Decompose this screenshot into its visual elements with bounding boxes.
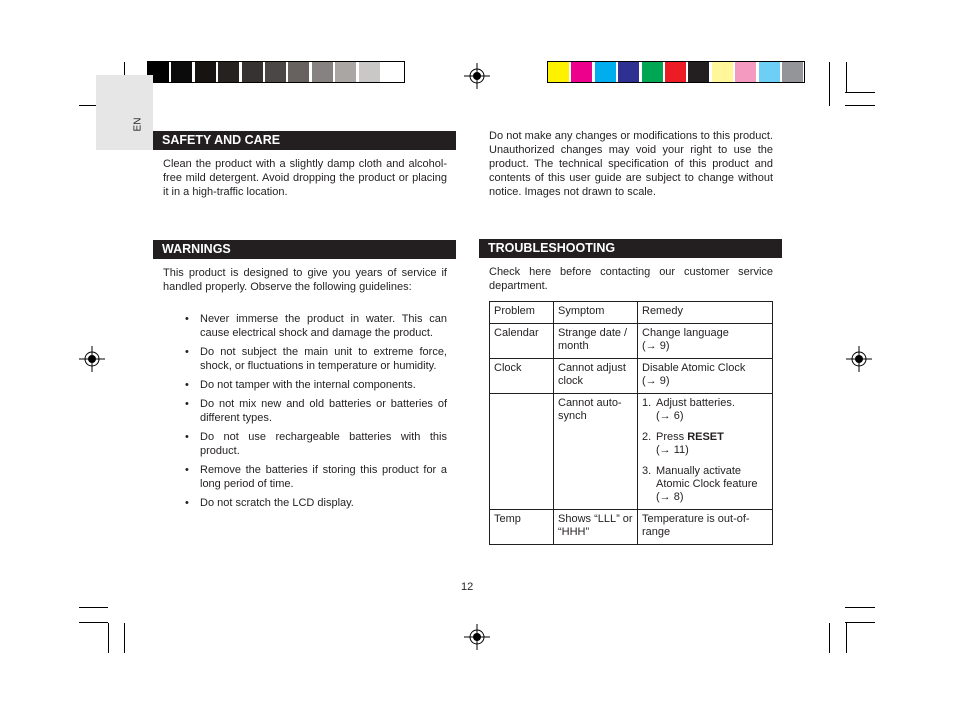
cell-symptom: Cannot auto-synch [554,394,638,510]
cell-problem: Calendar [490,324,554,359]
troubleshooting-intro: Check here before contacting our customer service department. [489,266,773,292]
cell-problem: Temp [490,510,554,545]
safety-heading: SAFETY AND CARE [153,131,456,150]
arrow-icon: → [659,491,671,503]
bullet: • [185,398,189,410]
troubleshooting-heading: TROUBLESHOOTING [479,239,782,258]
warnings-heading: WARNINGS [153,240,456,259]
remedy-step: 3. Manually activate Atomic Clock feature (→ 8) [642,465,758,503]
warning-item: • Do not scratch the LCD display. [185,497,354,509]
table-row [490,510,773,545]
arrow-icon: → [659,410,671,422]
header-problem: Problem [490,302,554,324]
table-row [490,359,773,394]
remedy-step: 1. Adjust batteries. (→ 6) [642,397,735,422]
table-header-row [490,302,773,324]
cell-problem: Clock [490,359,554,394]
warnings-list [163,312,447,515]
cell-remedy: Disable Atomic Clock (→ 9) [638,359,773,394]
bullet: • [185,346,189,358]
cell-symptom: Strange date / month [554,324,638,359]
warning-item: • Never immerse the product in water. This can cause electrical shock and damage the product. [185,313,447,339]
language-label: EN [132,117,144,132]
cell-problem [490,394,554,510]
safety-body: Clean the product with a slightly damp cloth and alcohol-free mild detergent. Avoid dropping the product or placing it in a high-traffic location. [163,158,447,198]
warning-item: • Do not tamper with the internal components. [185,379,416,391]
cell-remedy [638,394,773,510]
remedy-steps [642,397,768,504]
warnings-intro: This product is designed to give you years of service if handled properly. Observe the following guidelines: [163,267,447,293]
table-row [490,394,773,510]
header-symptom: Symptom [554,302,638,324]
warning-item: • Remove the batteries if storing this product for a long period of time. [185,464,447,490]
warning-item: • Do not use rechargeable batteries with this product. [185,431,447,457]
cell-symptom: Shows “LLL” or “HHH” [554,510,638,545]
warning-item: • Do not subject the main unit to extreme force, shock, or fluctuations in temperature or humidity. [185,346,447,372]
registration-mark-bottom [464,624,490,650]
bullet: • [185,313,189,325]
cell-remedy: Change language (→ 9) [638,324,773,359]
language-tab [96,75,153,150]
troubleshooting-table [489,301,773,545]
bullet: • [185,464,189,476]
table-row [490,324,773,359]
grayscale-bar-frame [147,61,405,83]
warning-item: • Do not mix new and old batteries or batteries of different types. [185,398,447,424]
registration-mark-left [79,346,105,372]
color-bar-frame [547,61,805,83]
bullet: • [185,379,189,391]
disclaimer-text: Do not make any changes or modifications to this product. Unauthorized changes may void your right to use the product. The technical specification of this product and contents of this user guide are subject to change without notice. Images not drawn to scale. [489,130,773,198]
page-number: 12 [461,581,474,593]
registration-mark-top [464,63,490,89]
cell-symptom: Cannot adjust clock [554,359,638,394]
arrow-icon: → [659,444,671,456]
cell-remedy: Temperature is out-of-range [638,510,773,545]
arrow-icon: → [645,375,657,387]
bullet: • [185,497,189,509]
registration-mark-right [846,346,872,372]
bullet: • [185,431,189,443]
remedy-step: 2. Press RESET (→ 11) [642,431,724,456]
header-remedy: Remedy [638,302,773,324]
arrow-icon: → [645,340,657,352]
